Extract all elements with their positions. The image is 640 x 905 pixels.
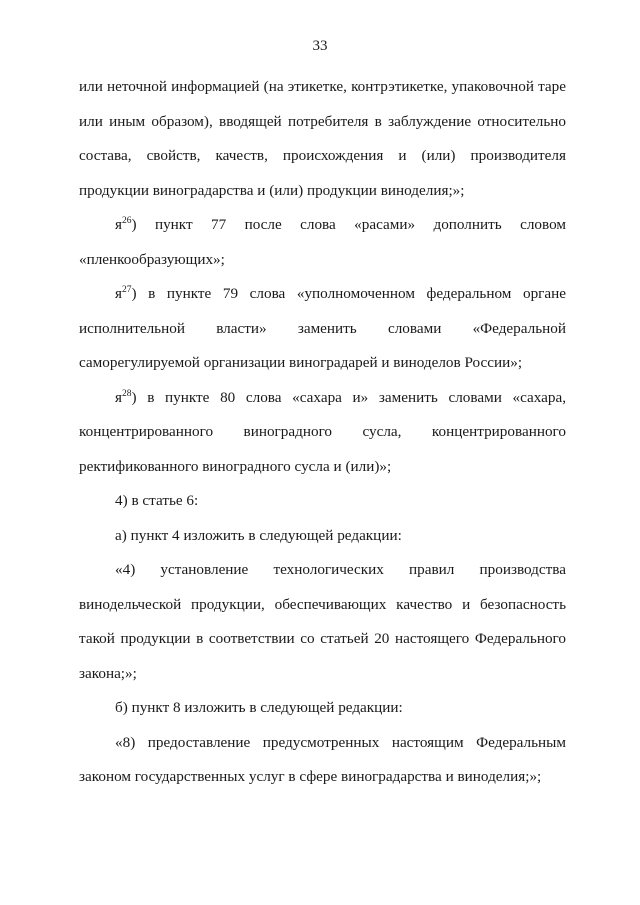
item-prefix: я	[115, 388, 122, 406]
subsection-heading: а) пункт 4 изложить в следующей редакции:	[115, 526, 402, 544]
item-text: ) пункт 77 после слова «расами» дополнить словом	[131, 216, 566, 233]
item-prefix: я	[115, 216, 122, 233]
item-prefix: я	[115, 285, 122, 302]
item-superscript: 26	[122, 216, 132, 226]
item-superscript: 28	[122, 388, 132, 399]
document-body	[79, 74, 566, 799]
text-line: исполнительной власти» заменить словами «Федеральной	[79, 319, 566, 337]
list-item-ya26	[79, 212, 566, 247]
text-line: ректификованного виноградного сусла и (или)»;	[79, 457, 392, 475]
subsection-heading: б) пункт 8 изложить в следующей редакции:	[115, 699, 403, 716]
text-line: «пленкообразующих»;	[79, 250, 225, 268]
text-line: продукции виноградарства и (или) продукции виноделия;»;	[79, 181, 465, 199]
text-line: концентрированного виноградного сусла, концентрированного	[79, 423, 566, 440]
text-line: такой продукции в соответствии со статьей 20 настоящего Федерального	[79, 630, 566, 647]
item-text: ) в пункте 79 слова «уполномоченном федеральном органе	[131, 285, 566, 302]
section-heading: 4) в статье 6:	[115, 492, 199, 509]
item-text: ) в пункте 80 слова «сахара и» заменить словами «сахара,	[131, 388, 566, 406]
page-number: 33	[312, 38, 328, 54]
text-line: состава, свойств, качеств, происхождения и (или) производителя	[79, 147, 566, 164]
text-line: «4) установление технологических правил производства	[115, 561, 566, 578]
text-line: или иным образом), вводящей потребителя в заблуждение относительно	[79, 112, 566, 130]
list-item-ya28	[79, 385, 566, 420]
text-line: винодельческой продукции, обеспечивающих качество и безопасность	[79, 595, 566, 613]
text-line: закона;»;	[79, 664, 137, 682]
list-item-ya27	[79, 281, 566, 316]
item-superscript: 27	[122, 285, 132, 295]
text-line: «8) предоставление предусмотренных настоящим Федеральным	[115, 733, 566, 751]
text-line: саморегулируемой организации виноградарей и виноделов России»;	[79, 354, 523, 371]
text-line: или неточной информацией (на этикетке, контрэтикетке, упаковочной таре	[79, 78, 566, 95]
text-line: законом государственных услуг в сфере виноградарства и виноделия;»;	[79, 768, 542, 785]
